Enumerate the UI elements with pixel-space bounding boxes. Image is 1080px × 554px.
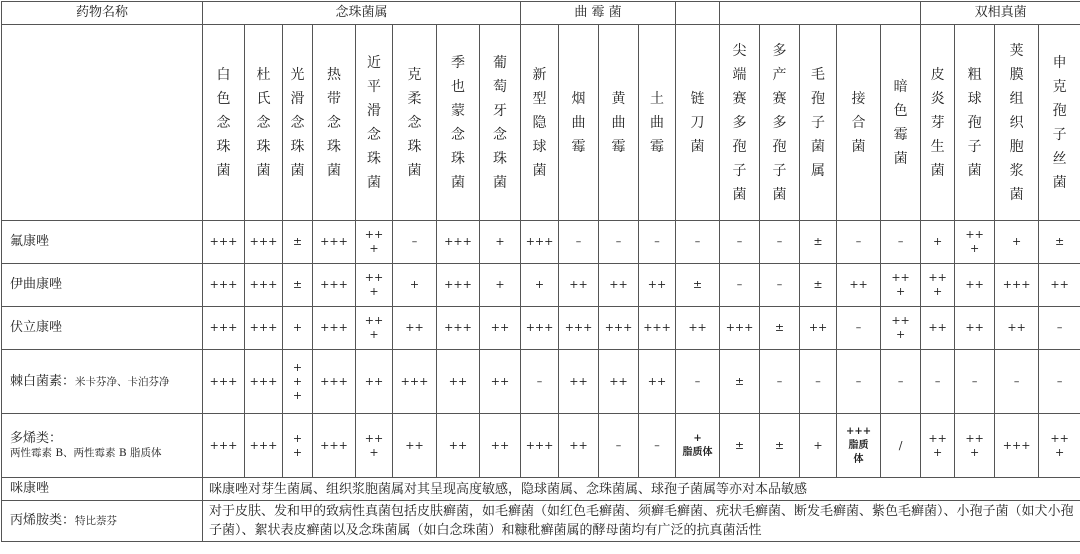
susceptibility-cell: – [599,414,639,478]
susceptibility-cell: + [283,307,313,350]
species-label: 葡萄牙念珠菌 [493,51,507,195]
drug-name-header: 药物名称 [2,2,203,25]
susceptibility-cell: – [720,221,760,264]
species-label: 多产赛多孢子菌 [773,39,787,207]
susceptibility-cell: ++ + [955,221,995,264]
note-text: 对于皮肤、发和甲的致病性真菌包括皮肤癣菌，如毛癣菌（如红色毛癣菌、须癣毛癣菌、疣状毛癣菌、断发毛癣菌、紫色毛癣菌）、小孢子菌（如犬小孢子菌）、絮状表皮癣菌以及念珠菌属（如白念珠菌）和糠秕癣菌属的酵母菌均有广泛的抗真菌活性 [203,501,1080,542]
susceptibility-cell: ++ + [921,264,955,307]
susceptibility-cell: +++ [437,221,480,264]
susceptibility-cell: ++ [480,414,521,478]
susceptibility-cell: ++ + [356,221,393,264]
susceptibility-cell: +++ [245,414,283,478]
species-header-cell [955,25,995,221]
drug-name: 多烯类： [10,431,62,446]
drug-name: 咪康唑 [10,481,49,496]
susceptibility-cell: ± [760,414,800,478]
drug-name-cell [2,221,203,264]
susceptibility-cell: ++ + [921,414,955,478]
species-header-cell [313,25,356,221]
drug-row [2,307,1080,350]
susceptibility-cell: ++ [800,307,837,350]
susceptibility-cell: – [760,221,800,264]
susceptibility-cell: ± [760,307,800,350]
susceptibility-cell: ± [720,350,760,414]
susceptibility-cell: +++ [521,414,559,478]
susceptibility-cell: +++ [599,307,639,350]
susceptibility-cell: ++ [480,307,521,350]
susceptibility-cell: – [995,350,1039,414]
susceptibility-cell: ++ [639,264,676,307]
species-header-cell [203,25,245,221]
drug-name: 伏立康唑 [10,320,62,335]
group-dimorphic-header: 双相真菌 [921,2,1080,25]
species-header-cell [720,25,760,221]
drug-name-cell [2,307,203,350]
species-header-cell [676,25,720,221]
susceptibility-cell: +++ [437,264,480,307]
susceptibility-cell: – [639,221,676,264]
susceptibility-cell: +++ [313,350,356,414]
species-label: 烟曲霉 [572,87,586,159]
susceptibility-cell: ++ + [1039,414,1080,478]
susceptibility-cell: ++ [837,264,881,307]
susceptibility-cell: +++ [245,264,283,307]
susceptibility-cell: ++ [437,350,480,414]
note-text: 咪康唑对芽生菌属、组织浆胞菌属对其呈现高度敏感，隐球菌属、念珠菌属、球孢子菌属等亦对本品敏感 [203,478,1080,501]
susceptibility-cell: ++ [437,414,480,478]
group-blank-header [720,2,921,25]
susceptibility-cell: + + + [283,350,313,414]
susceptibility-cell: + [480,221,521,264]
susceptibility-cell: ++ [559,414,599,478]
species-header-cell [800,25,837,221]
susceptibility-cell: + [995,221,1039,264]
drug-name: 伊曲康唑 [10,277,62,292]
species-label: 毛孢子菌属 [811,63,825,183]
susceptibility-cell: ++ [393,414,437,478]
species-header-cell [1039,25,1080,221]
drug-row [2,350,1080,414]
susceptibility-cell: ++ [599,264,639,307]
species-header-cell [921,25,955,221]
susceptibility-cell: ++ + [881,307,921,350]
susceptibility-cell: – [1039,350,1080,414]
species-label: 新型隐球菌 [533,63,547,183]
susceptibility-cell: ++ [559,350,599,414]
susceptibility-cell: ++ + [955,414,995,478]
drug-name-cell [2,264,203,307]
species-label: 土曲霉 [650,87,664,159]
susceptibility-cell: +++ [437,307,480,350]
species-header-cell [639,25,676,221]
susceptibility-cell: ++ [559,264,599,307]
susceptibility-cell: – [639,414,676,478]
species-label: 近平滑念珠菌 [367,51,381,195]
susceptibility-cell: +++ [995,264,1039,307]
susceptibility-cell: – [921,350,955,414]
species-label: 黄曲霉 [612,87,626,159]
susceptibility-cell: +++ [639,307,676,350]
susceptibility-cell: +++ [245,350,283,414]
drug-name: 氟康唑 [10,234,49,249]
susceptibility-cell: – [1039,307,1080,350]
species-header-cell [480,25,521,221]
susceptibility-cell: + 脂质体 [676,414,720,478]
drug-name: 丙烯胺类： [10,513,75,528]
species-header-cell [995,25,1039,221]
susceptibility-cell: ± [720,414,760,478]
susceptibility-cell: – [676,350,720,414]
susceptibility-cell: +++ [203,221,245,264]
species-header-cell [521,25,559,221]
susceptibility-cell: – [521,350,559,414]
susceptibility-cell: – [837,221,881,264]
susceptibility-cell: ± [1039,221,1080,264]
susceptibility-cell: +++ [203,350,245,414]
susceptibility-cell: + [480,264,521,307]
susceptibility-cell: +++ [313,307,356,350]
note-row [2,501,1080,542]
susceptibility-cell: ++ [921,307,955,350]
susceptibility-cell: ++ + [356,307,393,350]
susceptibility-cell: +++ [393,350,437,414]
species-header-cell [356,25,393,221]
susceptibility-cell: – [881,350,921,414]
susceptibility-cell: ++ [393,307,437,350]
susceptibility-cell: ++ [356,350,393,414]
susceptibility-cell: +++ [521,221,559,264]
susceptibility-cell: +++ 脂质 体 [837,414,881,478]
susceptibility-cell: + [800,414,837,478]
species-label: 暗色霉菌 [894,75,908,171]
susceptibility-cell: – [393,221,437,264]
drug-subname: 特比萘芬 [75,515,117,527]
species-label: 热带念珠菌 [327,63,341,183]
susceptibility-cell: + [521,264,559,307]
susceptibility-cell: – [881,221,921,264]
drug-name: 棘白菌素： [10,374,75,389]
species-header-cell [283,25,313,221]
susceptibility-cell: ++ [639,350,676,414]
species-header-cell [837,25,881,221]
group-header-row [2,2,1080,25]
susceptibility-cell: ++ + [881,264,921,307]
susceptibility-cell: ++ [955,264,995,307]
species-label: 白色念珠菌 [217,63,231,183]
susceptibility-cell: + [921,221,955,264]
susceptibility-cell: ++ + [356,264,393,307]
species-header-row [2,25,1080,221]
species-label: 荚膜组织胞浆菌 [1010,39,1024,207]
susceptibility-cell: +++ [245,307,283,350]
drug-row [2,221,1080,264]
species-header-cell [393,25,437,221]
susceptibility-cell: + [393,264,437,307]
species-label: 粗球孢子菌 [968,63,982,183]
drug-row [2,414,1080,478]
species-header-cell [437,25,480,221]
susceptibility-cell: – [676,221,720,264]
species-label: 尖端赛多孢子菌 [733,39,747,207]
species-label: 季也蒙念珠菌 [451,51,465,195]
species-header-cell [559,25,599,221]
note-row [2,478,1080,501]
susceptibility-cell: + + [283,414,313,478]
susceptibility-cell: +++ [521,307,559,350]
species-header-cell [245,25,283,221]
species-header-cell [760,25,800,221]
susceptibility-cell: – [760,350,800,414]
susceptibility-cell: ++ [955,307,995,350]
susceptibility-cell: – [800,350,837,414]
susceptibility-cell: +++ [995,414,1039,478]
susceptibility-cell: +++ [203,414,245,478]
species-header-cell [881,25,921,221]
susceptibility-cell: +++ [313,221,356,264]
susceptibility-cell: ± [283,264,313,307]
species-label: 接合菌 [852,87,866,159]
species-label: 杜氏念珠菌 [257,63,271,183]
susceptibility-cell: +++ [203,264,245,307]
susceptibility-cell: ± [800,221,837,264]
susceptibility-cell: +++ [313,414,356,478]
susceptibility-cell: +++ [313,264,356,307]
drug-subname: 米卡芬净、卡泊芬净 [75,376,170,388]
drug-subname: 两性霉素 B、两性霉素 B 脂质体 [10,447,161,459]
susceptibility-cell: ++ [995,307,1039,350]
group-candida-header: 念珠菌属 [203,2,521,25]
species-label: 光滑念珠菌 [291,63,305,183]
susceptibility-cell: ++ [599,350,639,414]
drug-row [2,264,1080,307]
group-blank-header [676,2,720,25]
drug-name-cell [2,414,203,478]
antifungal-spectrum-table [1,1,1080,542]
species-label: 皮炎芽生菌 [931,63,945,183]
susceptibility-cell: ± [800,264,837,307]
susceptibility-cell: ± [283,221,313,264]
susceptibility-cell: ± [676,264,720,307]
susceptibility-cell: +++ [720,307,760,350]
species-header-cell [599,25,639,221]
drug-name-header-empty [2,25,203,221]
susceptibility-cell: ++ + [356,414,393,478]
drug-name-cell [2,478,203,501]
susceptibility-cell: ++ [480,350,521,414]
drug-name-cell [2,501,203,542]
susceptibility-cell: – [760,264,800,307]
species-label: 克柔念珠菌 [408,63,422,183]
susceptibility-cell: +++ [203,307,245,350]
drug-name-cell [2,350,203,414]
susceptibility-cell: / [881,414,921,478]
group-aspergillus-header: 曲 霉 菌 [521,2,676,25]
susceptibility-cell: – [599,221,639,264]
species-label: 申克孢子丝菌 [1053,51,1067,195]
susceptibility-cell: +++ [245,221,283,264]
susceptibility-cell: +++ [559,307,599,350]
susceptibility-cell: – [837,350,881,414]
susceptibility-cell: ++ [1039,264,1080,307]
susceptibility-cell: – [720,264,760,307]
species-label: 链刀菌 [691,87,705,159]
susceptibility-cell: – [955,350,995,414]
susceptibility-cell: – [559,221,599,264]
susceptibility-cell: – [837,307,881,350]
susceptibility-cell: ++ [676,307,720,350]
